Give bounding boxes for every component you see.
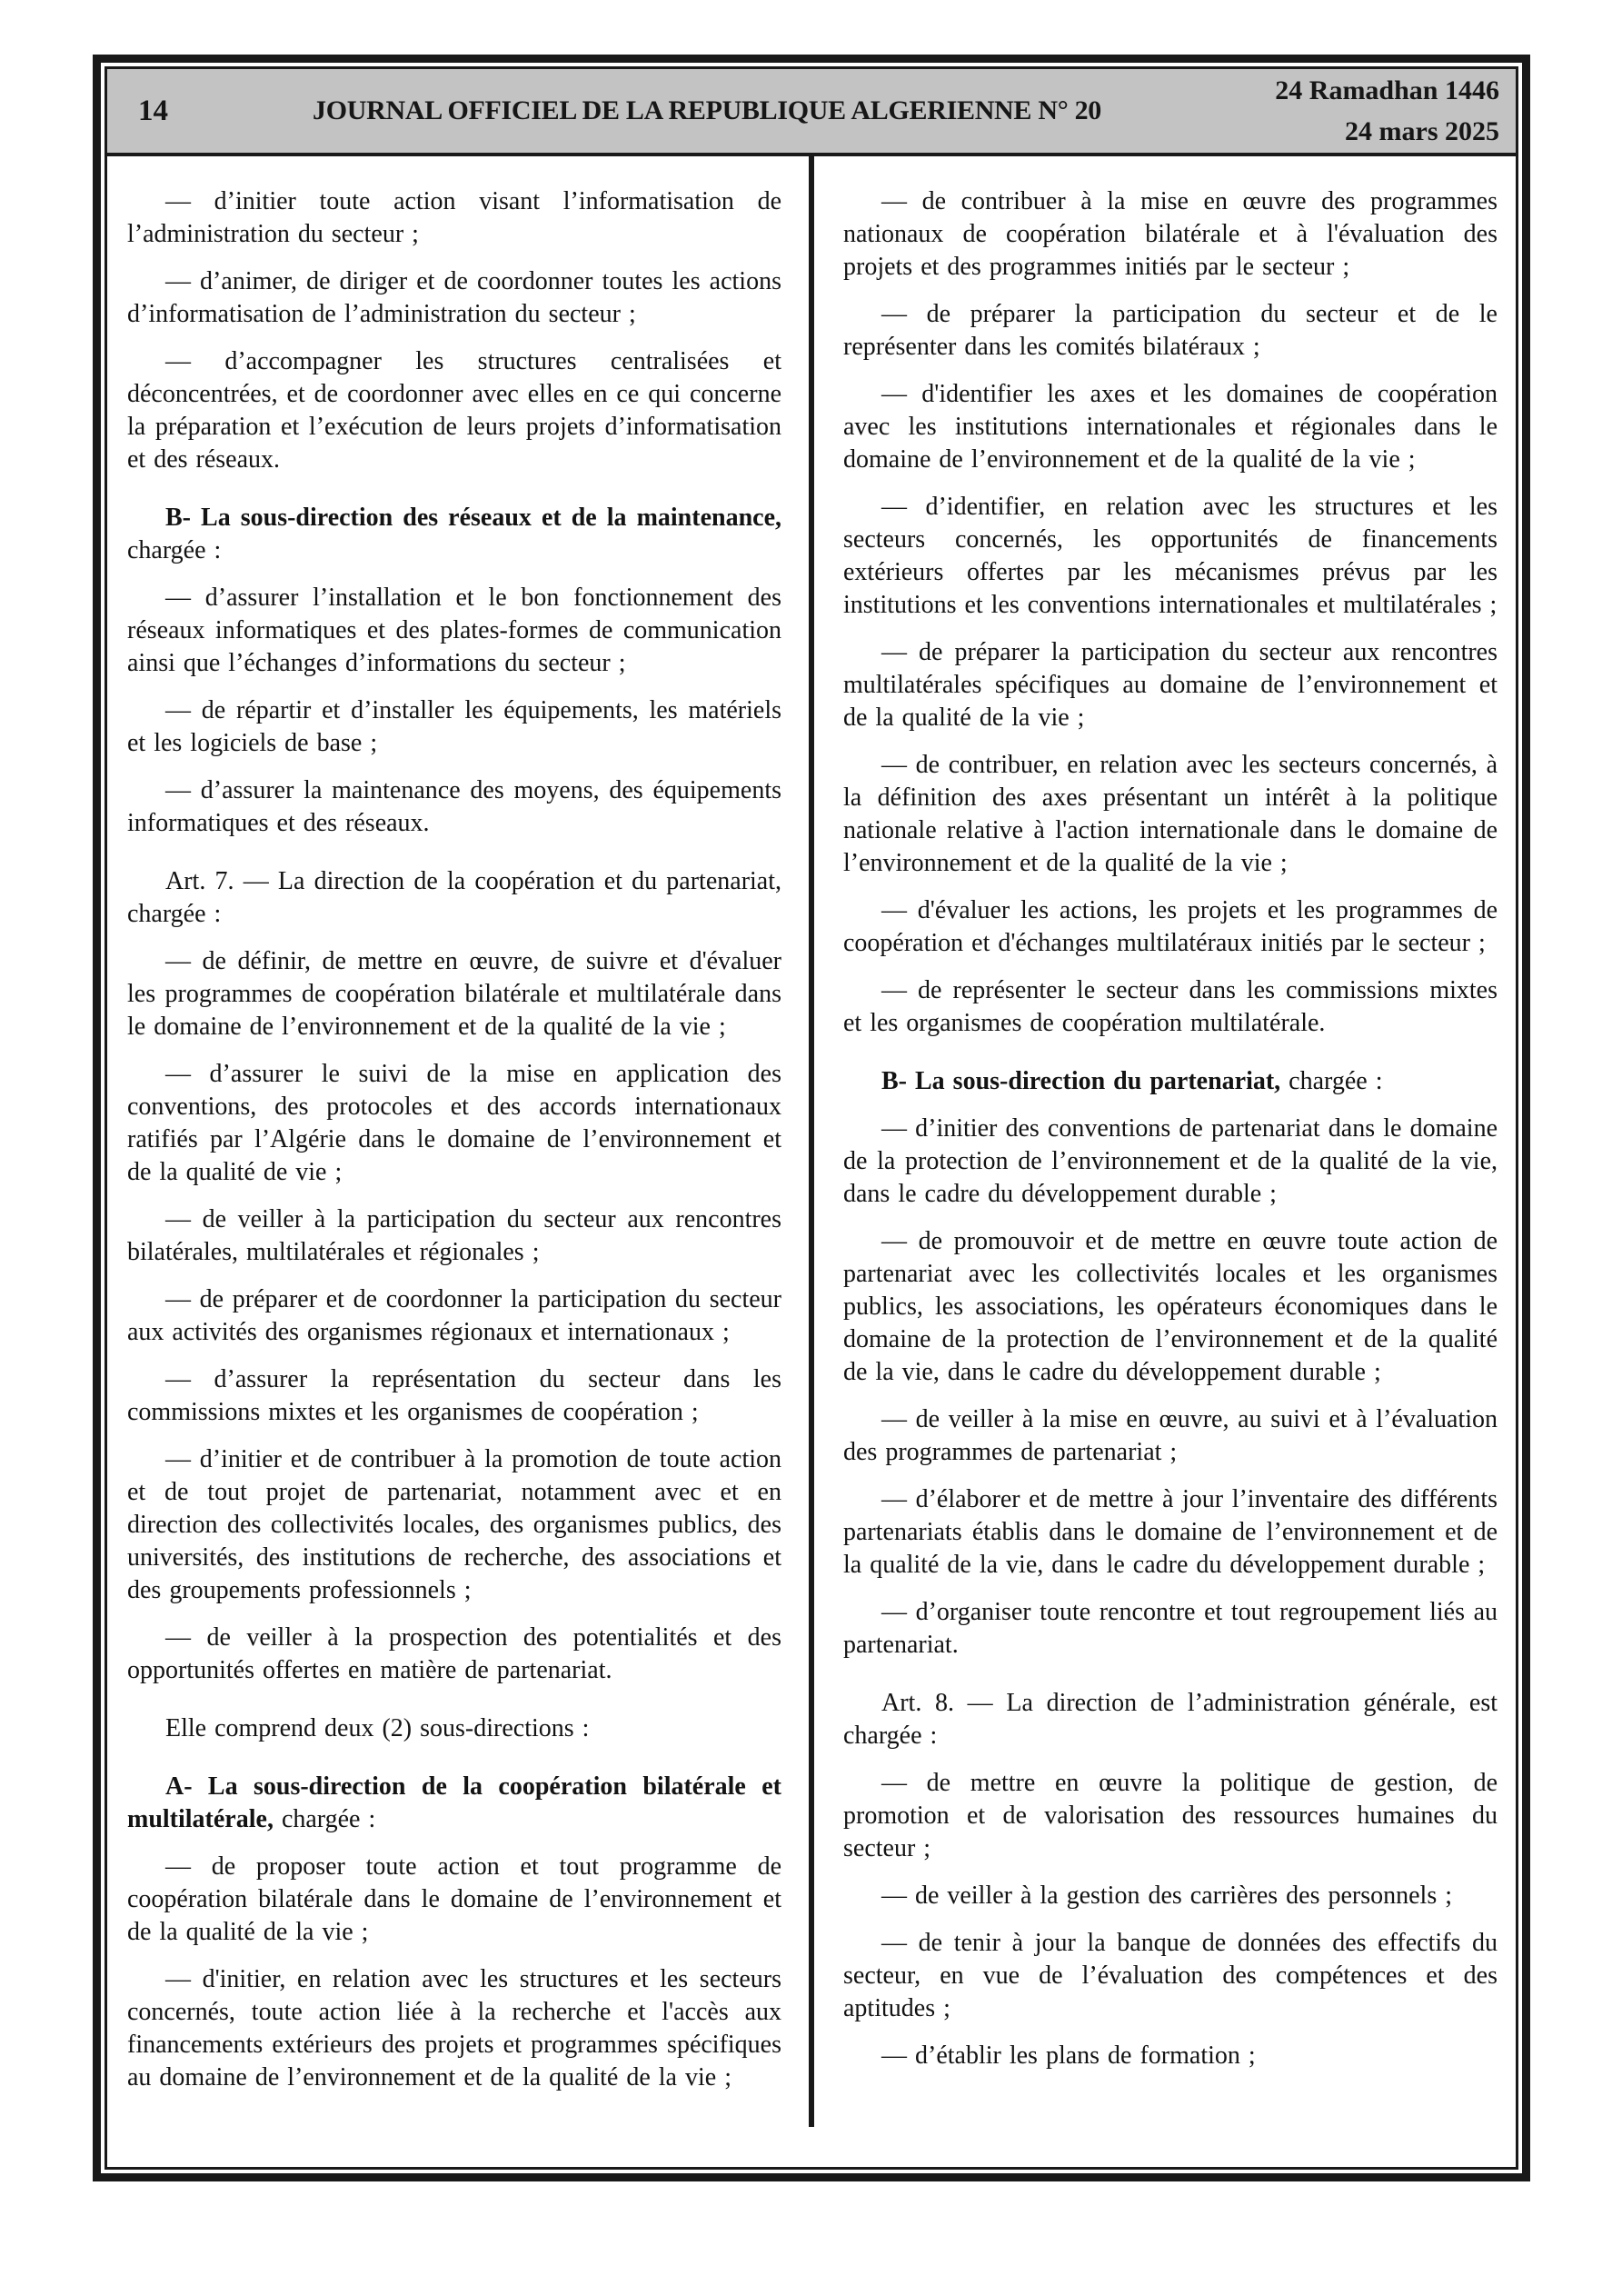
paragraph: Elle comprend deux (2) sous-directions :	[165, 1714, 590, 1742]
paragraph: — d'évaluer les actions, les projets et les programmes de coopération et d'échanges multilatéraux initiés par le secteur ;	[843, 896, 1498, 957]
paragraph: — de répartir et d’installer les équipements, les matériels et les logiciels de base ;	[127, 696, 781, 757]
paragraph: — de promouvoir et de mettre en œuvre toute action de partenariat avec les collectivités locales et les organismes publics, les associations, les opérateurs économiques dans le domaine de la protection de l’environnement et de la qualité de la vie, dans le cadre du développement durable ;	[843, 1227, 1498, 1386]
article-paragraph: Art. 8. — La direction de l’administration générale, est chargée :	[843, 1689, 1498, 1750]
paragraph: — de préparer et de coordonner la participation du secteur aux activités des organismes régionaux et internationaux ;	[127, 1285, 781, 1346]
paragraph: — de préparer la participation du secteur aux rencontres multilatérales spécifiques au domaine de l’environnement et de la qualité de la vie ;	[843, 638, 1498, 732]
paragraph: — d’organiser toute rencontre et tout regroupement liés au partenariat.	[843, 1598, 1498, 1659]
paragraph: — de veiller à la prospection des potentialités et des opportunités offertes en matière de partenariat.	[127, 1623, 781, 1684]
paragraph: — de veiller à la participation du secteur aux rencontres bilatérales, multilatérales et régionales ;	[127, 1205, 781, 1266]
issue-dates	[1207, 70, 1516, 152]
page-number: 14	[138, 94, 168, 127]
paragraph: — de veiller à la gestion des carrières des personnels ;	[881, 1882, 1453, 1910]
journal-title: JOURNAL OFFICIEL DE LA REPUBLIQUE ALGERIENNE N° 20	[313, 95, 1101, 125]
subsection-heading: A- La sous-direction de la coopération bilatérale et multilatérale, chargée :	[127, 1772, 781, 1833]
subsection-heading: B- La sous-direction du partenariat, chargée :	[881, 1067, 1383, 1095]
paragraph: — d’assurer la représentation du secteur dans les commissions mixtes et les organismes de coopération ;	[127, 1365, 781, 1426]
subsection-title: B- La sous-direction du partenariat,	[881, 1067, 1281, 1095]
date-gregorian: 24 mars 2025	[1345, 116, 1499, 146]
paragraph: — d’animer, de diriger et de coordonner toutes les actions d’informatisation de l’administration du secteur ;	[127, 267, 781, 328]
paragraph: — de préparer la participation du secteur et de le représenter dans les comités bilatéraux ;	[843, 300, 1498, 361]
paragraph: — d’assurer le suivi de la mise en application des conventions, des protocoles et des accords internationaux ratifiés par l’Algérie dans le domaine de l’environnement et de la qualité de vie ;	[127, 1060, 781, 1186]
paragraph: — d'identifier les axes et les domaines de coopération avec les institutions internationales et régionales dans le domaine de l’environnement et de la qualité de la vie ;	[843, 380, 1498, 474]
page-header	[107, 69, 1516, 156]
paragraph: — d'initier, en relation avec les structures et les secteurs concernés, toute action liée à la recherche et l'accès aux financements extérieurs des projets et programmes spécifiques au domaine de l’environnement et de la qualité de la vie ;	[127, 1965, 781, 2091]
page-frame-inner	[104, 66, 1518, 2170]
paragraph: — de représenter le secteur dans les commissions mixtes et les organismes de coopération multilatérale.	[843, 976, 1498, 1037]
paragraph: — d’initier et de contribuer à la promotion de toute action et de tout projet de partenariat, notamment avec et en direction des collectivités locales, des organismes publics, des universités, des institutions de recherche, des associations et des groupements professionnels ;	[127, 1445, 781, 1604]
subsection-title: A- La sous-direction de la coopération bilatérale et multilatérale,	[127, 1772, 781, 1833]
paragraph: — d’identifier, en relation avec les structures et les secteurs concernés, les opportunités de financements extérieurs offertes par les mécanismes prévus par les institutions et les conventions internationales et multilatérales ;	[843, 493, 1498, 619]
paragraph: — d’accompagner les structures centralisées et déconcentrées, et de coordonner avec elles en ce qui concerne la préparation et l’exécution de leurs projets d’informatisation et des réseaux.	[127, 347, 781, 474]
paragraph: — d’assurer l’installation et le bon fonctionnement des réseaux informatiques et des plates-formes de communication ainsi que l’échanges d’informations du secteur ;	[127, 584, 781, 677]
subsection-title: B- La sous-direction des réseaux et de la maintenance,	[165, 504, 781, 532]
paragraph: — de définir, de mettre en œuvre, de suivre et d'évaluer les programmes de coopération bilatérale et multilatérale dans le domaine de l’environnement et de la qualité de la vie ;	[127, 947, 781, 1041]
paragraph: — de tenir à jour la banque de données des effectifs du secteur, en vue de l’évaluation des compétences et des aptitudes ;	[843, 1929, 1498, 2022]
paragraph: — d’initier toute action visant l’informatisation de l’administration du secteur ;	[127, 187, 781, 248]
paragraph: — de veiller à la mise en œuvre, au suivi et à l’évaluation des programmes de partenariat ;	[843, 1405, 1498, 1466]
paragraph: — d’initier des conventions de partenariat dans le domaine de la protection de l’environnement et de la qualité de la vie, dans le cadre du développement durable ;	[843, 1114, 1498, 1208]
paragraph: — d’établir les plans de formation ;	[881, 2041, 1256, 2070]
date-hijri: 24 Ramadhan 1446	[1275, 75, 1499, 105]
article-paragraph: Art. 7. — La direction de la coopération et du partenariat, chargée :	[127, 867, 781, 928]
subsection-heading: B- La sous-direction des réseaux et de la maintenance, chargée :	[127, 504, 781, 564]
paragraph: — de contribuer à la mise en œuvre des programmes nationaux de coopération bilatérale et à l'évaluation des projets et des programmes initiés par le secteur ;	[843, 187, 1498, 281]
left-column	[107, 156, 809, 2167]
paragraph: — de proposer toute action et tout programme de coopération bilatérale dans le domaine de l’environnement et de la qualité de la vie ;	[127, 1852, 781, 1946]
paragraph: — de contribuer, en relation avec les secteurs concernés, à la définition des axes présentant un intérêt à la politique nationale relative à l'action internationale dans le domaine de l’environnement et de la qualité de la vie ;	[843, 751, 1498, 877]
paragraph: — d’assurer la maintenance des moyens, des équipements informatiques et des réseaux.	[127, 776, 781, 837]
page-frame	[93, 55, 1530, 2181]
page-content	[107, 156, 1516, 2167]
paragraph: — de mettre en œuvre la politique de gestion, de promotion et de valorisation des ressources humaines du secteur ;	[843, 1769, 1498, 1862]
right-column	[814, 156, 1516, 2167]
paragraph: — d’élaborer et de mettre à jour l’inventaire des différents partenariats établis dans le domaine de l’environnement et de la qualité de la vie, dans le cadre du développement durable ;	[843, 1485, 1498, 1579]
